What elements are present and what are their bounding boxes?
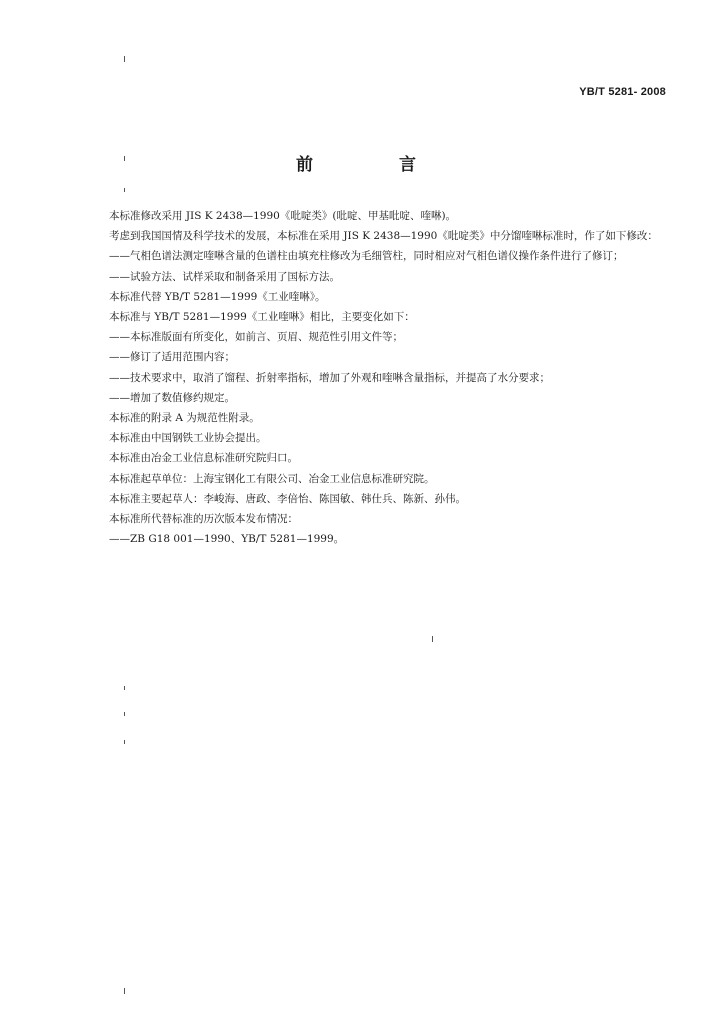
scan-mark — [124, 988, 125, 994]
scan-mark — [124, 686, 125, 690]
paragraph: 本标准由冶金工业信息标准研究院归口。 — [109, 452, 298, 465]
page-title: 前 言 — [296, 155, 456, 175]
scan-mark — [124, 712, 125, 716]
paragraph: ——修订了适用范围内容； — [109, 351, 235, 364]
scan-mark — [124, 156, 125, 161]
paragraph: ——本标准版面有所变化，如前言、页眉、规范性引用文件等； — [109, 331, 403, 344]
paragraph: 考虑到我国国情及科学技术的发展，本标准在采用 JIS K 2438—1990《吡啶类》中分馏喹啉标准时，作了如下修改： — [109, 230, 658, 243]
scan-mark — [124, 56, 125, 62]
foreword-body — [88, 206, 668, 549]
paragraph: 本标准由中国钢铁工业协会提出。 — [109, 432, 267, 445]
standard-code: YB/T 5281- 2008 — [579, 86, 666, 98]
paragraph: ——试验方法、试样采取和制备采用了国标方法。 — [109, 270, 340, 283]
paragraph: ——气相色谱法测定喹啉含量的色谱柱由填充柱修改为毛细管柱，同时相应对气相色谱仪操作条件进行了修订； — [109, 250, 624, 263]
paragraph: 本标准所代替标准的历次版本发布情况： — [109, 513, 298, 526]
paragraph: 本标准与 YB/T 5281—1999《工业喹啉》相比，主要变化如下： — [109, 311, 415, 324]
paragraph: 本标准的附录 A 为规范性附录。 — [109, 412, 260, 425]
scan-mark — [124, 740, 125, 744]
paragraph: 本标准代替 YB/T 5281—1999《工业喹啉》。 — [109, 290, 326, 303]
paragraph: ——技术要求中，取消了馏程、折射率指标，增加了外观和喹啉含量指标，并提高了水分要求； — [109, 371, 550, 384]
paragraph: ——ZB G18 001—1990、YB/T 5281—1999。 — [109, 533, 345, 546]
paragraph: 本标准起草单位：上海宝钢化工有限公司、冶金工业信息标准研究院。 — [109, 472, 435, 485]
paragraph: 本标准主要起草人：李峻海、唐政、李倍怡、陈国敏、韩仕兵、陈新、孙伟。 — [109, 492, 466, 505]
paragraph: 本标准修改采用 JIS K 2438—1990《吡啶类》(吡啶、甲基吡啶、喹啉)。 — [109, 210, 457, 222]
paragraph: ——增加了数值修约规定。 — [109, 391, 235, 404]
scan-mark — [432, 636, 433, 642]
scan-mark — [124, 188, 125, 192]
